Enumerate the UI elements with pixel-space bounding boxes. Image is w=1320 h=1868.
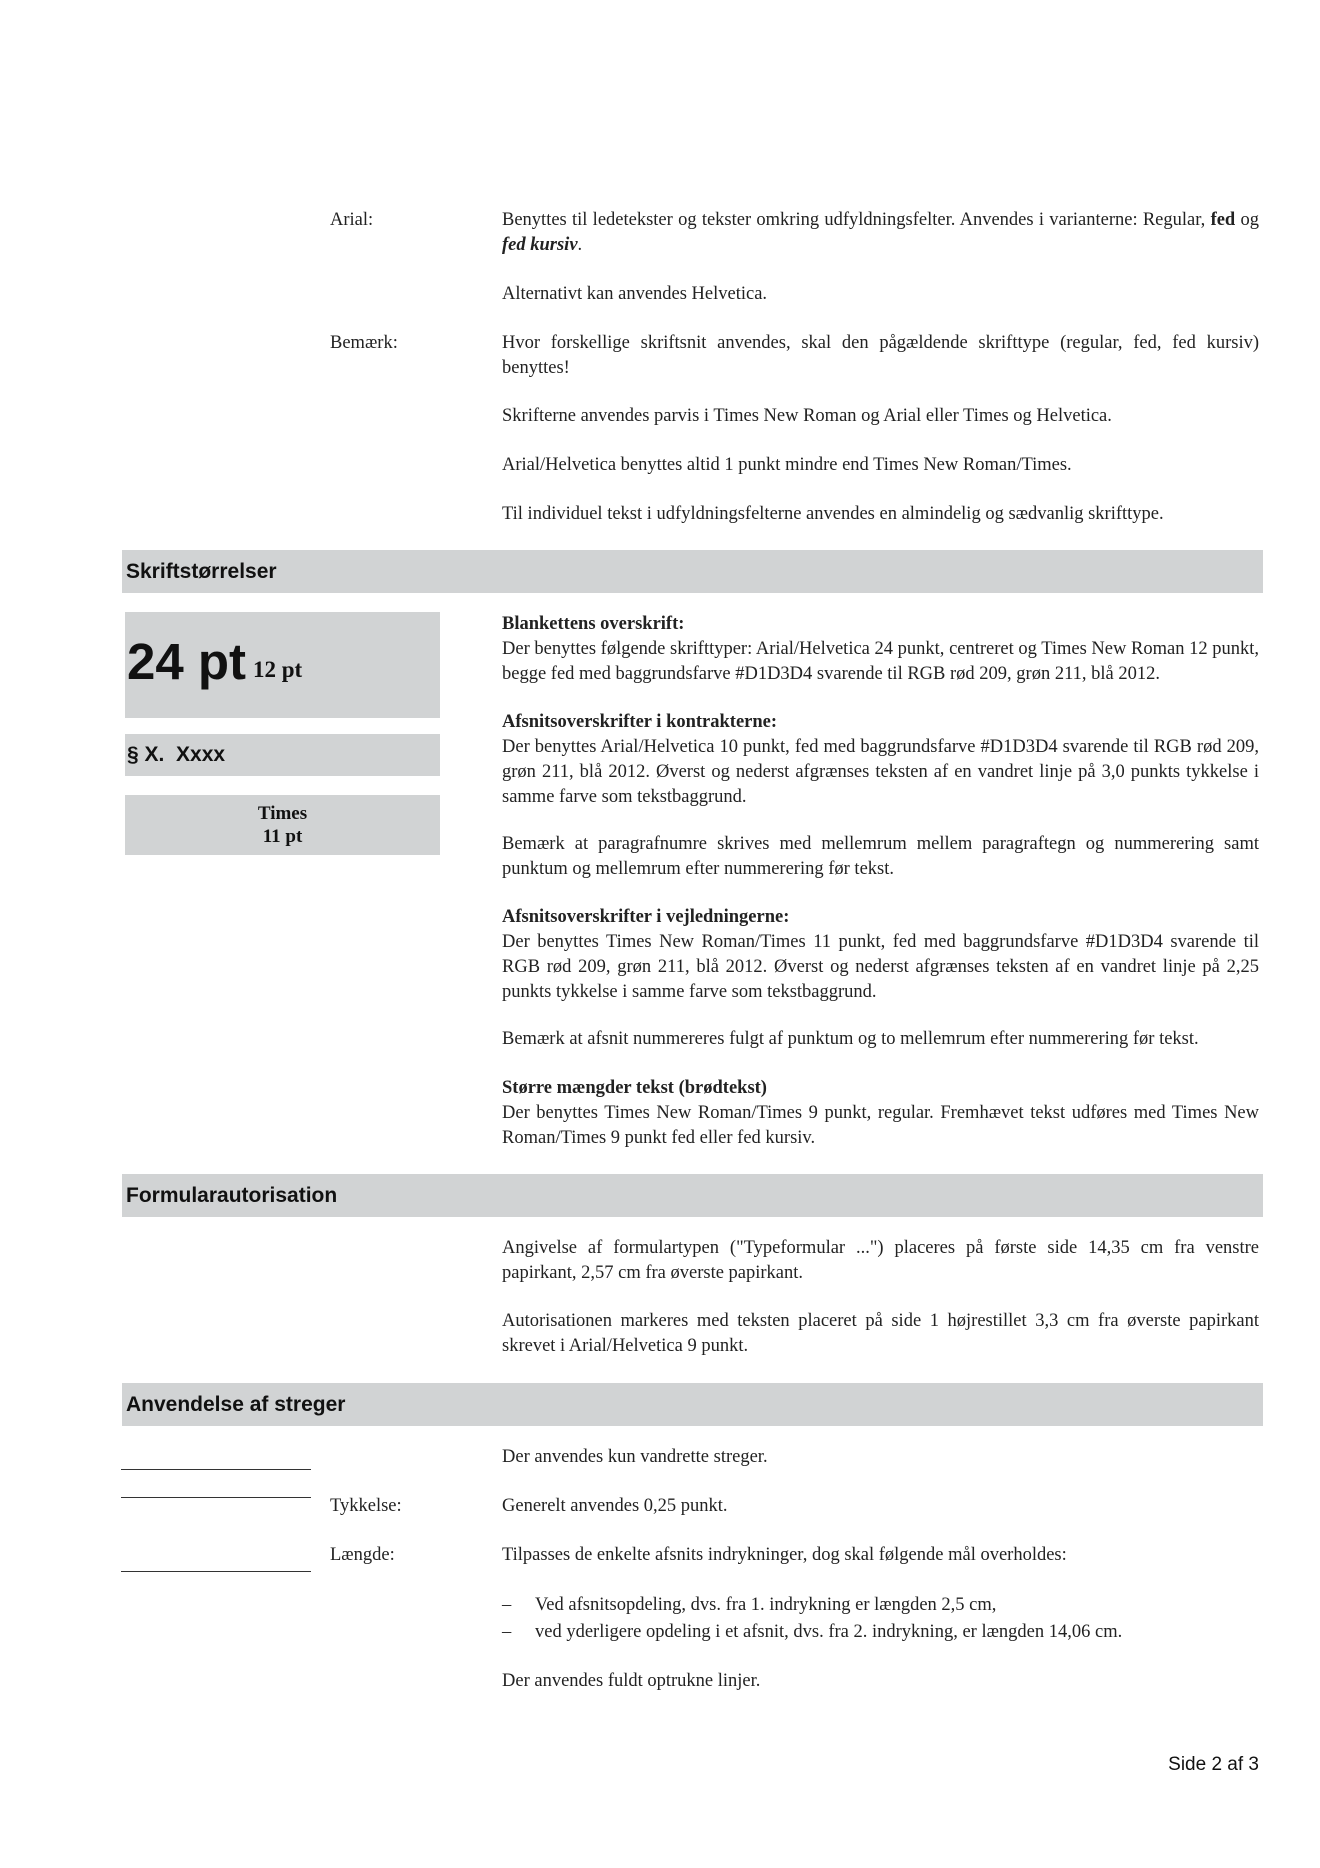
bullet-mark-1: –	[502, 1595, 512, 1615]
arial-label: Arial:	[330, 210, 374, 230]
sample-rule-1	[121, 1469, 311, 1470]
paragraph-heading-sample	[125, 734, 440, 776]
sample-12pt: 12 pt	[253, 657, 303, 682]
sample-24pt: 24 pt	[127, 633, 247, 690]
blankettens-title: Blankettens overskrift:	[502, 614, 685, 634]
arial-alternative: Alternativt kan anvendes Helvetica.	[502, 284, 768, 304]
brodtekst-text: Der benyttes Times New Roman/Times 9 punkt, regular. Fremhævet tekst udføres med Times New Roman/Times 9 punkt fed eller fed kursiv.	[502, 1103, 1259, 1148]
page-number: Side 2 af 3	[1168, 1754, 1259, 1775]
note-text-3: Arial/Helvetica benyttes altid 1 punkt mindre end Times New Roman/Times.	[502, 455, 1072, 475]
sample-paragraph: § X. Xxxx	[127, 743, 226, 766]
note-text-1: Hvor forskellige skriftsnit anvendes, skal den pågældende skrifttype (regular, fed, fed kursiv) benyttes!	[502, 333, 1259, 378]
vejledning-note: Bemærk at afsnit nummereres fulgt af punktum og to mellemrum efter nummerering før tekst.	[502, 1029, 1199, 1049]
bullet-text-2: ved yderligere opdeling i et afsnit, dvs. fra 2. indrykning, er længden 14,06 cm.	[535, 1622, 1123, 1642]
auth-heading: Formularautorisation	[126, 1184, 338, 1207]
length-label: Længde:	[330, 1545, 395, 1565]
arial-og: og	[1235, 210, 1259, 230]
auth-text-2: Autorisationen markeres med teksten placeret på side 1 højrestillet 3,3 cm fra øverste papirkant skrevet i Arial/Helvetica 9 punkt.	[502, 1311, 1259, 1356]
sample-rule-3	[121, 1571, 311, 1572]
sizes-heading-bar	[122, 550, 1263, 593]
note-label: Bemærk:	[330, 333, 398, 353]
arial-description	[502, 208, 1259, 258]
auth-text-1: Angivelse af formulartypen ("Typeformular ...") placeres på første side 14,35 cm fra venstre papirkant, 2,57 cm fra øverste papirkant.	[502, 1238, 1259, 1283]
lines-text-final: Der anvendes fuldt optrukne linjer.	[502, 1671, 761, 1691]
arial-fed-kursiv: fed kursiv	[502, 235, 578, 255]
sample-times-size: 11 pt	[262, 826, 303, 847]
bullet-mark-2: –	[502, 1622, 512, 1642]
lines-text-1: Der anvendes kun vandrette streger.	[502, 1447, 768, 1467]
thickness-label: Tykkelse:	[330, 1496, 402, 1516]
arial-text: Benyttes til ledetekster og tekster omkring udfyldningsfelter. Anvendes i varianterne: Regular,	[502, 210, 1206, 230]
bullet-text-1: Ved afsnitsopdeling, dvs. fra 1. indrykning er længden 2,5 cm,	[535, 1595, 997, 1615]
kontrakt-note: Bemærk at paragrafnumre skrives med mellemrum mellem paragraftegn og nummerering samt punktum og mellemrum efter nummerering før tekst.	[502, 834, 1259, 879]
kontrakt-title: Afsnitsoverskrifter i kontrakterne:	[502, 712, 778, 732]
note-text-2: Skrifterne anvendes parvis i Times New Roman og Arial eller Times og Helvetica.	[502, 406, 1112, 426]
vejledning-title: Afsnitsoverskrifter i vejledningerne:	[502, 907, 790, 927]
thickness-text: Generelt anvendes 0,25 punkt.	[502, 1496, 728, 1516]
arial-period: .	[577, 235, 583, 255]
arial-fed: fed	[1210, 210, 1236, 230]
length-text: Tilpasses de enkelte afsnits indrykninger, dog skal følgende mål overholdes:	[502, 1545, 1067, 1565]
note-text-4: Til individuel tekst i udfyldningsfelterne anvendes en almindelig og sædvanlig skrifttype.	[502, 504, 1164, 524]
kontrakt-text: Der benyttes Arial/Helvetica 10 punkt, fed med baggrundsfarve #D1D3D4 svarende til RGB rød 209, grøn 211, blå 2012. Øverst og nederst afgrænses teksten af en vandret linje på 3,0 punkts tykkelse i samme farve som tekstbaggrund.	[502, 737, 1259, 807]
sizes-heading: Skriftstørrelser	[126, 560, 277, 583]
sample-times-label: Times	[257, 803, 308, 824]
sample-rule-2	[121, 1497, 311, 1498]
title-size-sample	[125, 612, 440, 718]
brodtekst-title: Større mængder tekst (brødtekst)	[502, 1078, 767, 1098]
vejledning-text: Der benyttes Times New Roman/Times 11 punkt, fed med baggrundsfarve #D1D3D4 svarende til RGB rød 209, grøn 211, blå 2012. Øverst og nederst afgrænses teksten af en vandret linje på 2,25 punkts tykkelse i samme farve som tekstbaggrund.	[502, 932, 1259, 1002]
blankettens-text: Der benyttes følgende skrifttyper: Arial/Helvetica 24 punkt, centreret og Times New Roman 12 punkt, begge fed med baggrundsfarve #D1D3D4 svarende til RGB rød 209, grøn 211, blå 2012.	[502, 639, 1259, 684]
times-sample	[125, 795, 440, 855]
lines-heading: Anvendelse af streger	[126, 1393, 346, 1416]
